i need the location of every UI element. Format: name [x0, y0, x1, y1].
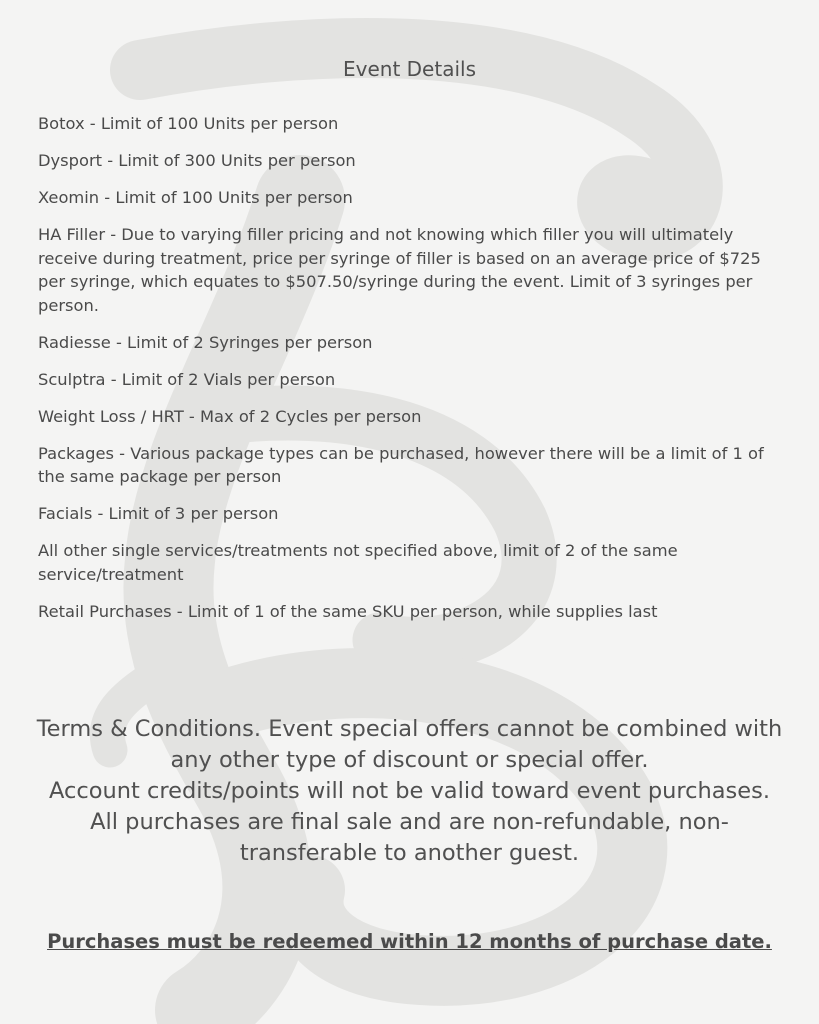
event-details-list — [38, 112, 768, 637]
list-item-ha-filler: HA Filler - Due to varying filler pricing and not knowing which filler you will ultimately receive during treatment, price per syringe of filler is based on an average price of $725 per syringe, which equates to $507.50/syringe during the event. Limit of 3 syringes per person. — [38, 225, 761, 315]
terms-paragraph-final-sale: All purchases are final sale and are non-refundable, non-transferable to another guest. — [90, 809, 729, 866]
list-item-facials: Facials - Limit of 3 per person — [38, 504, 279, 523]
list-item-botox: Botox - Limit of 100 Units per person — [38, 114, 339, 133]
list-item-other-services: All other single services/treatments not specified above, limit of 2 of the same service/treatment — [38, 541, 678, 584]
terms-paragraph-credits: Account credits/points will not be valid toward event purchases. — [49, 778, 770, 804]
list-item-radiesse: Radiesse - Limit of 2 Syringes per person — [38, 332, 373, 352]
list-item-retail: Retail Purchases - Limit of 1 of the same SKU per person, while supplies last — [38, 601, 658, 621]
list-item-weight-loss: Weight Loss / HRT - Max of 2 Cycles per person — [38, 406, 422, 426]
list-item-dysport: Dysport - Limit of 300 Units per person — [38, 151, 356, 170]
page-title: Event Details — [343, 57, 476, 81]
redemption-notice: Purchases must be redeemed within 12 months of purchase date. — [47, 930, 772, 953]
list-item-sculptra: Sculptra - Limit of 2 Vials per person — [38, 369, 336, 389]
terms-and-conditions — [30, 714, 789, 869]
list-item-packages: Packages - Various package types can be purchased, however there will be a limit of 1 of the same package per person — [38, 443, 764, 486]
terms-paragraph-offers: Terms & Conditions. Event special offers cannot be combined with any other type of discount or special offer. — [36, 716, 783, 773]
list-item-xeomin: Xeomin - Limit of 100 Units per person — [38, 188, 353, 207]
